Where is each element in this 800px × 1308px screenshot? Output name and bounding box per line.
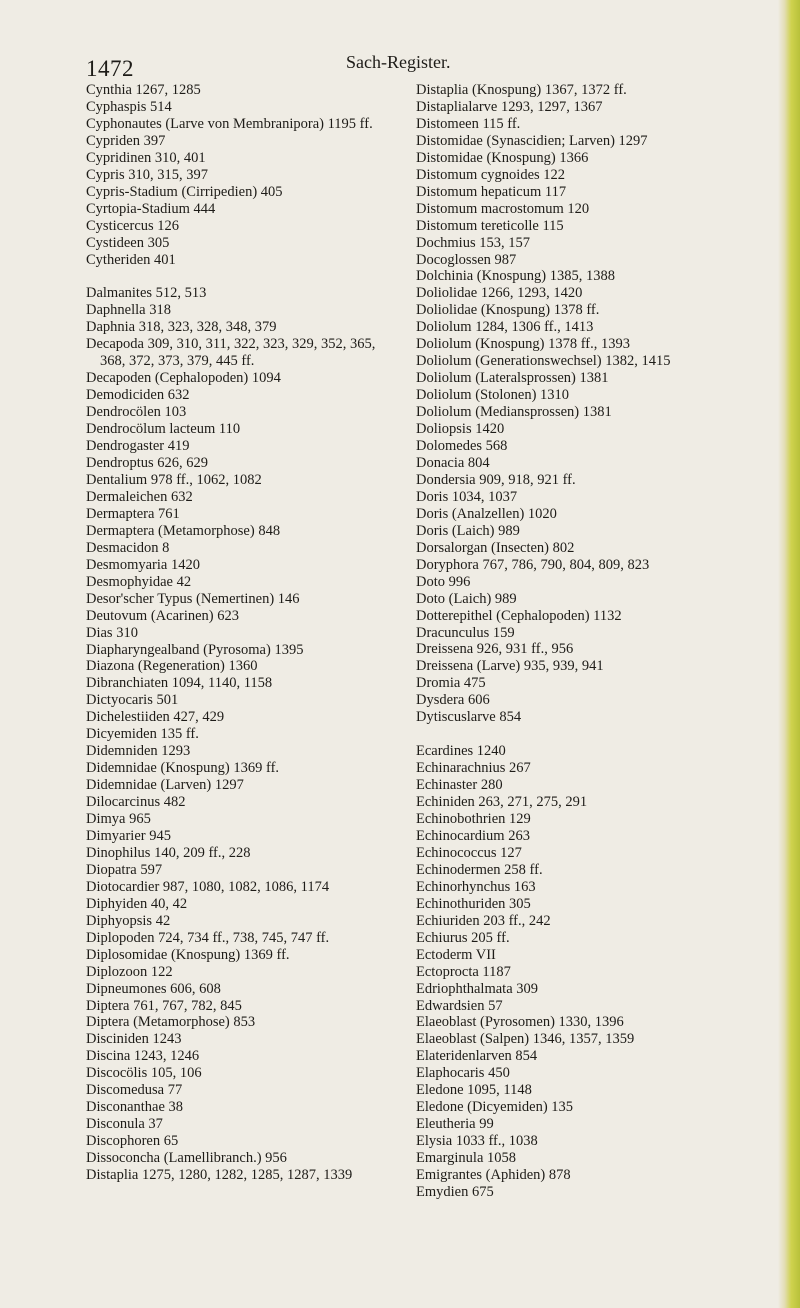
index-entry: Didemnidae (Knospung) 1369 ff. [86, 760, 280, 777]
index-entry: Eledone 1095, 1148 [416, 1082, 532, 1099]
index-entry: Discophoren 65 [86, 1133, 179, 1150]
index-entry: Donacia 804 [416, 454, 490, 471]
index-entry: Doris (Analzellen) 1020 [416, 505, 557, 522]
index-entry: Dermaptera 761 [86, 505, 180, 522]
index-entry: Disconanthae 38 [86, 1099, 184, 1116]
index-entry: Doliopsis 1420 [416, 421, 505, 438]
index-entry: Echinaster 280 [416, 777, 503, 794]
index-entry: Edwardsien 57 [416, 997, 503, 1014]
index-entry: Discocölis 105, 106 [86, 1065, 202, 1082]
index-entry: Diotocardier 987, 1080, 1082, 1086, 1174 [86, 878, 330, 895]
index-entry: Elaeoblast (Pyrosomen) 1330, 1396 [416, 1014, 624, 1031]
index-entry: Diptera (Metamorphose) 853 [86, 1014, 256, 1031]
index-entry: Echinarachnius 267 [416, 760, 531, 777]
index-entry: Distaplia 1275, 1280, 1282, 1285, 1287, 1339 [86, 1167, 353, 1184]
index-entry: Cyphonautes (Larve von Membranipora) 1195 ff. [86, 115, 373, 132]
index-entry: Eleutheria 99 [416, 1116, 494, 1133]
index-entry: Dromia 475 [416, 675, 486, 692]
index-entry: Doto (Laich) 989 [416, 590, 517, 607]
index-entry: Cypris-Stadium (Cirripedien) 405 [86, 183, 283, 200]
index-entry: Decapoda 309, 310, 311, 322, 323, 329, 352, 365, 368, 372, 373, 379, 445 ff. [86, 336, 376, 370]
index-entry: Doliolum (Knospung) 1378 ff., 1393 [416, 336, 631, 353]
index-entry: Dissoconcha (Lamellibranch.) 956 [86, 1150, 287, 1167]
index-entry: Dorsalorgan (Insecten) 802 [416, 539, 575, 556]
index-entry: Edriophthalmata 309 [416, 980, 539, 997]
index-entry: Didemnidae (Larven) 1297 [86, 777, 244, 794]
index-entry: Cytheriden 401 [86, 251, 176, 268]
index-entry: Dinophilus 140, 209 ff., 228 [86, 844, 251, 861]
index-entry: Ecardines 1240 [416, 743, 506, 760]
index-entry: Elysia 1033 ff., 1038 [416, 1133, 538, 1150]
page-edge [778, 0, 800, 1308]
index-entry: Diplozoon 122 [86, 963, 173, 980]
index-entry: Cynthia 1267, 1285 [86, 82, 201, 98]
index-column-right [416, 82, 772, 1201]
index-entry: Diplopoden 724, 734 ff., 738, 745, 747 ff. [86, 929, 330, 946]
index-entry: Dicyemiden 135 ff. [86, 726, 199, 743]
section-gap [416, 726, 772, 743]
page-number: 1472 [86, 56, 134, 81]
index-entry: Echinodermen 258 ff. [416, 861, 543, 878]
index-entry: Elateridenlarven 854 [416, 1048, 538, 1065]
index-entry: Echiuriden 203 ff., 242 [416, 912, 551, 929]
index-entry: Doto 996 [416, 573, 471, 590]
index-entry: Emarginula 1058 [416, 1150, 517, 1167]
index-entry: Discina 1243, 1246 [86, 1048, 200, 1065]
index-entry: Distomum cygnoides 122 [416, 166, 566, 183]
index-entry: Desmacidon 8 [86, 539, 170, 556]
index-entry: Elaphocaris 450 [416, 1065, 510, 1082]
index-entry: Disconula 37 [86, 1116, 163, 1133]
index-entry: Distomeen 115 ff. [416, 115, 521, 132]
index-entry: Dentalium 978 ff., 1062, 1082 [86, 471, 262, 488]
index-entry: Deutovum (Acarinen) 623 [86, 607, 240, 624]
index-entry: Ectoprocta 1187 [416, 963, 511, 980]
index-entry: Diphyiden 40, 42 [86, 895, 188, 912]
index-entry: Doliolum 1284, 1306 ff., 1413 [416, 319, 594, 336]
index-entry: Dolchinia (Knospung) 1385, 1388 [416, 268, 615, 285]
index-entry: Dictyocaris 501 [86, 692, 179, 709]
index-entry: Demodiciden 632 [86, 387, 190, 404]
index-entry: Dichelestiiden 427, 429 [86, 709, 225, 726]
index-entry: Discomedusa 77 [86, 1082, 183, 1099]
index-entry: Doliolidae (Knospung) 1378 ff. [416, 302, 600, 319]
index-entry: Doliolum (Generationswechsel) 1382, 1415 [416, 353, 671, 370]
index-entry: Elaeoblast (Salpen) 1346, 1357, 1359 [416, 1031, 635, 1048]
index-entry: Daphnella 318 [86, 302, 171, 319]
index-entry: Desmophyidae 42 [86, 573, 192, 590]
index-entry: Echiurus 205 ff. [416, 929, 510, 946]
index-entry: Distomum hepaticum 117 [416, 183, 567, 200]
index-entry: Distomidae (Knospung) 1366 [416, 149, 589, 166]
index-entry: Diphyopsis 42 [86, 912, 171, 929]
index-entry: Diapharyngealband (Pyrosoma) 1395 [86, 641, 304, 658]
index-entry: Ectoderm VII [416, 946, 496, 963]
index-entry: Dimyarier 945 [86, 827, 171, 844]
index-entry: Dendroptus 626, 629 [86, 455, 209, 472]
index-entry: Echinorhynchus 163 [416, 878, 536, 895]
index-entry: Cyphaspis 514 [86, 98, 172, 115]
index-entry: Dalmanites 512, 513 [86, 285, 207, 302]
index-entry: Desmomyaria 1420 [86, 556, 200, 573]
index-entry: Dendrocölum lacteum 110 [86, 421, 241, 438]
index-entry: Emydien 675 [416, 1184, 494, 1200]
index-entry: Diptera 761, 767, 782, 845 [86, 997, 242, 1014]
index-entry: Dilocarcinus 482 [86, 794, 186, 811]
index-entry: Dendrocölen 103 [86, 404, 187, 421]
index-entry: Diazona (Regeneration) 1360 [86, 658, 258, 675]
index-entry: Echinococcus 127 [416, 844, 522, 861]
index-entry: Echinobothrien 129 [416, 811, 531, 828]
index-entry: Distomum tereticolle 115 [416, 217, 564, 234]
index-entry: Didemniden 1293 [86, 743, 191, 760]
index-entry: Dendrogaster 419 [86, 438, 190, 455]
index-entry: Doliolum (Mediansprossen) 1381 [416, 404, 612, 421]
index-entry: Distomum macrostomum 120 [416, 200, 590, 217]
index-entry: Echinothuriden 305 [416, 895, 531, 912]
index-entry: Docoglossen 987 [416, 251, 517, 268]
index-column-left [86, 82, 404, 1184]
index-entry: Decapoden (Cephalopoden) 1094 [86, 370, 281, 387]
index-entry: Dondersia 909, 918, 921 ff. [416, 471, 576, 488]
index-entry: Emigrantes (Aphiden) 878 [416, 1167, 571, 1184]
index-entry: Dibranchiaten 1094, 1140, 1158 [86, 675, 273, 692]
index-entry: Cyrtopia-Stadium 444 [86, 200, 216, 217]
index-entry: Dysdera 606 [416, 692, 490, 709]
index-entry: Disciniden 1243 [86, 1031, 182, 1048]
section-gap [86, 268, 404, 285]
index-entry: Echinocardium 263 [416, 827, 530, 844]
index-entry: Diplosomidae (Knospung) 1369 ff. [86, 946, 290, 963]
index-entry: Doliolum (Lateralsprossen) 1381 [416, 370, 609, 387]
index-entry: Dreissena (Larve) 935, 939, 941 [416, 658, 604, 675]
index-entry: Dimya 965 [86, 811, 151, 828]
index-entry: Distaplia (Knospung) 1367, 1372 ff. [416, 82, 627, 98]
index-entry: Dracunculus 159 [416, 624, 515, 641]
index-entry: Cystideen 305 [86, 234, 170, 251]
index-entry: Dochmius 153, 157 [416, 234, 530, 251]
index-entry: Cysticercus 126 [86, 217, 180, 234]
index-entry: Distomidae (Synascidien; Larven) 1297 [416, 132, 648, 149]
index-entry: Daphnia 318, 323, 328, 348, 379 [86, 319, 277, 336]
index-entry: Doris 1034, 1037 [416, 488, 518, 505]
index-entry: Doryphora 767, 786, 790, 804, 809, 823 [416, 556, 650, 573]
index-entry: Doris (Laich) 989 [416, 522, 520, 539]
index-entry: Dytiscuslarve 854 [416, 709, 522, 726]
running-title: Sach-Register. [346, 52, 451, 72]
index-entry: Echiniden 263, 271, 275, 291 [416, 794, 588, 811]
index-entry: Dermaptera (Metamorphose) 848 [86, 522, 281, 539]
index-entry: Dolomedes 568 [416, 438, 508, 455]
index-entry: Eledone (Dicyemiden) 135 [416, 1099, 574, 1116]
index-entry: Diopatra 597 [86, 861, 163, 878]
index-entry: Doliolum (Stolonen) 1310 [416, 387, 570, 404]
index-entry: Dotterepithel (Cephalopoden) 1132 [416, 607, 622, 624]
index-entry: Dias 310 [86, 624, 138, 641]
index-entry: Dermaleichen 632 [86, 488, 193, 505]
index-entry: Doliolidae 1266, 1293, 1420 [416, 285, 583, 302]
index-entry: Dreissena 926, 931 ff., 956 [416, 641, 574, 658]
index-entry: Cypridinen 310, 401 [86, 149, 206, 166]
index-entry: Distaplialarve 1293, 1297, 1367 [416, 98, 603, 115]
index-entry: Dipneumones 606, 608 [86, 980, 221, 997]
index-entry: Cypris 310, 315, 397 [86, 166, 209, 183]
index-entry: Cypriden 397 [86, 132, 166, 149]
index-entry: Desor'scher Typus (Nemertinen) 146 [86, 590, 300, 607]
